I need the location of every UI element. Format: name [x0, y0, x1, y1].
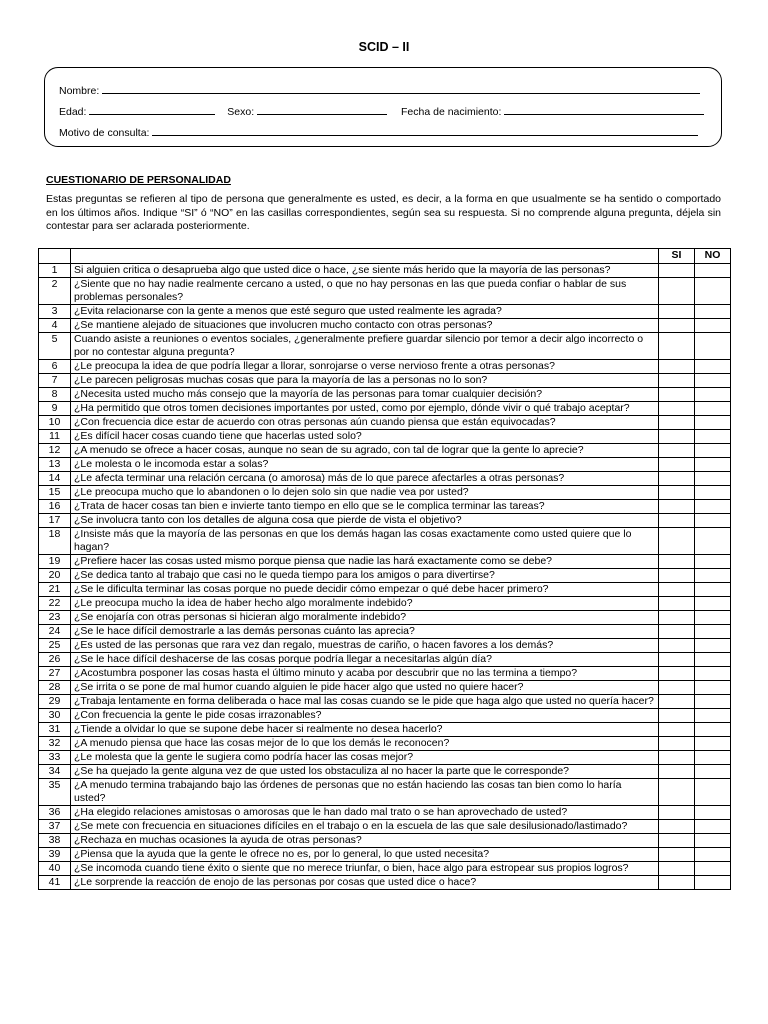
question-text: Cuando asiste a reuniones o eventos sociales, ¿generalmente prefiere guardar silencio por temor a decir algo incorrecto o por no contestar alguna pregunta? — [71, 333, 659, 360]
table-row — [39, 681, 731, 695]
answer-si-cell[interactable] — [659, 416, 695, 430]
answer-no-cell[interactable] — [695, 305, 731, 319]
answer-no-cell[interactable] — [695, 333, 731, 360]
question-number: 19 — [39, 555, 71, 569]
question-number: 6 — [39, 360, 71, 374]
table-row — [39, 834, 731, 848]
answer-si-cell[interactable] — [659, 806, 695, 820]
nombre-label: Nombre: — [59, 85, 100, 97]
answer-no-cell[interactable] — [695, 834, 731, 848]
question-text: ¿Siente que no hay nadie realmente cercano a usted, o que no hay personas en las que pueda confiar o hablar de sus problemas personales? — [71, 278, 659, 305]
table-row — [39, 264, 731, 278]
questions-table — [38, 248, 731, 890]
answer-no-cell[interactable] — [695, 779, 731, 806]
question-text: ¿Piensa que la ayuda que la gente le ofrece no es, por lo general, lo que usted necesita? — [71, 848, 659, 862]
table-row — [39, 876, 731, 890]
question-number: 41 — [39, 876, 71, 890]
answer-si-cell[interactable] — [659, 667, 695, 681]
table-header-row — [39, 249, 731, 264]
answer-no-cell[interactable] — [695, 723, 731, 737]
question-number: 9 — [39, 402, 71, 416]
answer-si-cell[interactable] — [659, 876, 695, 890]
question-number: 26 — [39, 653, 71, 667]
question-text: ¿Trata de hacer cosas tan bien e invierte tanto tiempo en ello que se le complica terminar las tareas? — [71, 500, 659, 514]
question-number: 37 — [39, 820, 71, 834]
table-row — [39, 848, 731, 862]
table-row — [39, 667, 731, 681]
question-number: 17 — [39, 514, 71, 528]
question-text: ¿Se le hace difícil deshacerse de las cosas porque podría llegar a necesitarlas algún día? — [71, 653, 659, 667]
question-number: 11 — [39, 430, 71, 444]
answer-si-cell[interactable] — [659, 472, 695, 486]
answer-no-cell[interactable] — [695, 458, 731, 472]
answer-no-cell[interactable] — [695, 514, 731, 528]
answer-no-cell[interactable] — [695, 611, 731, 625]
answer-no-cell[interactable] — [695, 765, 731, 779]
answer-no-cell[interactable] — [695, 264, 731, 278]
question-text: ¿Le preocupa mucho la idea de haber hecho algo moralmente indebido? — [71, 597, 659, 611]
table-row — [39, 779, 731, 806]
question-number: 29 — [39, 695, 71, 709]
edad-field[interactable] — [89, 105, 215, 115]
question-number: 36 — [39, 806, 71, 820]
answer-no-cell[interactable] — [695, 709, 731, 723]
question-text: ¿Insiste más que la mayoría de las personas en que los demás hagan las cosas exactamente como usted quiere que lo hagan? — [71, 528, 659, 555]
question-number: 22 — [39, 597, 71, 611]
answer-no-cell[interactable] — [695, 583, 731, 597]
question-text: ¿Prefiere hacer las cosas usted mismo porque piensa que nadie las hará exactamente como se debe? — [71, 555, 659, 569]
header-number — [39, 249, 71, 264]
table-row — [39, 751, 731, 765]
question-number: 20 — [39, 569, 71, 583]
answer-no-cell[interactable] — [695, 278, 731, 305]
answer-no-cell[interactable] — [695, 625, 731, 639]
table-row — [39, 820, 731, 834]
question-number: 2 — [39, 278, 71, 305]
header-si: SI — [659, 249, 695, 264]
motivo-row — [59, 126, 698, 139]
section-title: CUESTIONARIO DE PERSONALIDAD — [46, 174, 231, 186]
answer-si-cell[interactable] — [659, 374, 695, 388]
table-row — [39, 278, 731, 305]
answer-no-cell[interactable] — [695, 862, 731, 876]
answer-si-cell[interactable] — [659, 500, 695, 514]
table-row — [39, 416, 731, 430]
question-text: ¿Ha permitido que otros tomen decisiones importantes por usted, como por ejemplo, dónde vivir o qué trabajo aceptar? — [71, 402, 659, 416]
answer-si-cell[interactable] — [659, 278, 695, 305]
table-row — [39, 402, 731, 416]
question-number: 4 — [39, 319, 71, 333]
table-row — [39, 597, 731, 611]
question-number: 24 — [39, 625, 71, 639]
answer-si-cell[interactable] — [659, 555, 695, 569]
answer-si-cell[interactable] — [659, 848, 695, 862]
question-number: 18 — [39, 528, 71, 555]
fecha-label: Fecha de nacimiento: — [401, 106, 502, 118]
answer-no-cell[interactable] — [695, 751, 731, 765]
answer-no-cell[interactable] — [695, 374, 731, 388]
question-text: ¿Acostumbra posponer las cosas hasta el último minuto y acaba por descubrir que no las termina a tiempo? — [71, 667, 659, 681]
answer-si-cell[interactable] — [659, 444, 695, 458]
answer-si-cell[interactable] — [659, 639, 695, 653]
answer-si-cell[interactable] — [659, 723, 695, 737]
table-row — [39, 500, 731, 514]
question-text: ¿Le preocupa la idea de que podría llegar a llorar, sonrojarse o verse nervioso frente a otras personas? — [71, 360, 659, 374]
document-title: SCID – II — [358, 40, 410, 54]
answer-si-cell[interactable] — [659, 751, 695, 765]
answer-no-cell[interactable] — [695, 737, 731, 751]
answer-no-cell[interactable] — [695, 472, 731, 486]
answer-si-cell[interactable] — [659, 834, 695, 848]
motivo-field[interactable] — [152, 126, 698, 136]
edad-sexo-fecha-row — [59, 105, 704, 118]
answer-si-cell[interactable] — [659, 820, 695, 834]
answer-si-cell[interactable] — [659, 737, 695, 751]
question-text: ¿Con frecuencia dice estar de acuerdo con otras personas aún cuando piensa que están equivocadas? — [71, 416, 659, 430]
question-number: 10 — [39, 416, 71, 430]
question-number: 33 — [39, 751, 71, 765]
question-text: ¿Se mantiene alejado de situaciones que involucren mucho contacto con otras personas? — [71, 319, 659, 333]
question-text: ¿Le parecen peligrosas muchas cosas que para la mayoría de las a personas no lo son? — [71, 374, 659, 388]
table-row — [39, 333, 731, 360]
question-text: ¿A menudo termina trabajando bajo las órdenes de personas que no están haciendo las cosas tan bien como lo haría usted? — [71, 779, 659, 806]
question-number: 34 — [39, 765, 71, 779]
answer-si-cell[interactable] — [659, 765, 695, 779]
question-text: ¿Le afecta terminar una relación cercana (o amorosa) más de lo que parece afectarles a otras personas? — [71, 472, 659, 486]
answer-no-cell[interactable] — [695, 500, 731, 514]
table-row — [39, 611, 731, 625]
answer-si-cell[interactable] — [659, 486, 695, 500]
table-row — [39, 514, 731, 528]
question-number: 25 — [39, 639, 71, 653]
question-number: 21 — [39, 583, 71, 597]
answer-no-cell[interactable] — [695, 388, 731, 402]
table-row — [39, 806, 731, 820]
answer-si-cell[interactable] — [659, 583, 695, 597]
answer-si-cell[interactable] — [659, 625, 695, 639]
question-number: 30 — [39, 709, 71, 723]
table-row — [39, 444, 731, 458]
question-number: 32 — [39, 737, 71, 751]
question-text: ¿Le sorprende la reacción de enojo de las personas por cosas que usted dice o hace? — [71, 876, 659, 890]
header-no: NO — [695, 249, 731, 264]
table-row — [39, 625, 731, 639]
question-number: 23 — [39, 611, 71, 625]
question-number: 38 — [39, 834, 71, 848]
question-number: 7 — [39, 374, 71, 388]
answer-no-cell[interactable] — [695, 820, 731, 834]
question-text: ¿A menudo piensa que hace las cosas mejor de lo que los demás le reconocen? — [71, 737, 659, 751]
table-row — [39, 528, 731, 555]
nombre-row — [59, 84, 700, 97]
question-text: ¿Se mete con frecuencia en situaciones difíciles en el trabajo o en la escuela de las que sale desilusionado/lastimado? — [71, 820, 659, 834]
question-text: ¿Necesita usted mucho más consejo que la mayoría de las personas para tomar cualquier decisión? — [71, 388, 659, 402]
answer-si-cell[interactable] — [659, 402, 695, 416]
answer-no-cell[interactable] — [695, 695, 731, 709]
table-row — [39, 639, 731, 653]
answer-si-cell[interactable] — [659, 264, 695, 278]
answer-no-cell[interactable] — [695, 639, 731, 653]
table-row — [39, 360, 731, 374]
question-number: 31 — [39, 723, 71, 737]
table-row — [39, 709, 731, 723]
question-text: Si alguien critica o desaprueba algo que usted dice o hace, ¿se siente más herido que la mayoría de las personas? — [71, 264, 659, 278]
question-text: ¿Le preocupa mucho que lo abandonen o lo dejen solo sin que nadie vea por usted? — [71, 486, 659, 500]
answer-si-cell[interactable] — [659, 388, 695, 402]
question-text: ¿Rechaza en muchas ocasiones la ayuda de otras personas? — [71, 834, 659, 848]
answer-no-cell[interactable] — [695, 569, 731, 583]
table-row — [39, 723, 731, 737]
instructions-text: Estas preguntas se refieren al tipo de persona que generalmente es usted, es decir, a la forma en que usualmente se ha sentido o comportado en los últimos años. Indique “SI” ó “NO” en las casillas correspondientes, según sea su respuesta. Si no comprende alguna pregunta, déjela sin contestar para ser aclarada posteriormente. — [46, 193, 721, 232]
answer-no-cell[interactable] — [695, 528, 731, 555]
question-text: ¿Tiende a olvidar lo que se supone debe hacer si realmente no desea hacerlo? — [71, 723, 659, 737]
answer-no-cell[interactable] — [695, 667, 731, 681]
answer-si-cell[interactable] — [659, 681, 695, 695]
answer-no-cell[interactable] — [695, 416, 731, 430]
table-row — [39, 319, 731, 333]
answer-si-cell[interactable] — [659, 333, 695, 360]
question-number: 16 — [39, 500, 71, 514]
table-row — [39, 458, 731, 472]
question-number: 1 — [39, 264, 71, 278]
answer-si-cell[interactable] — [659, 862, 695, 876]
answer-si-cell[interactable] — [659, 709, 695, 723]
table-row — [39, 472, 731, 486]
question-number: 15 — [39, 486, 71, 500]
answer-si-cell[interactable] — [659, 305, 695, 319]
answer-no-cell[interactable] — [695, 360, 731, 374]
question-text: ¿Se enojaría con otras personas si hicieran algo moralmente indebido? — [71, 611, 659, 625]
answer-no-cell[interactable] — [695, 653, 731, 667]
answer-no-cell[interactable] — [695, 319, 731, 333]
table-row — [39, 305, 731, 319]
table-row — [39, 555, 731, 569]
question-text: ¿A menudo se ofrece a hacer cosas, aunque no sean de su agrado, con tal de lograr que la gente lo aprecie? — [71, 444, 659, 458]
question-text: ¿Es usted de las personas que rara vez dan regalo, muestras de cariño, o hacen favores a los demás? — [71, 639, 659, 653]
sexo-field[interactable] — [257, 105, 387, 115]
header-question — [71, 249, 659, 264]
question-text: ¿Se incomoda cuando tiene éxito o siente que no merece triunfar, o bien, hace algo para estropear sus propios logros? — [71, 862, 659, 876]
table-row — [39, 374, 731, 388]
question-number: 8 — [39, 388, 71, 402]
answer-si-cell[interactable] — [659, 458, 695, 472]
question-text: ¿Se le hace difícil demostrarle a las demás personas cuánto las aprecia? — [71, 625, 659, 639]
question-number: 13 — [39, 458, 71, 472]
answer-no-cell[interactable] — [695, 430, 731, 444]
question-text: ¿Le molesta que la gente le sugiera como podría hacer las cosas mejor? — [71, 751, 659, 765]
sexo-label: Sexo: — [227, 106, 255, 118]
question-text: ¿Le molesta o le incomoda estar a solas? — [71, 458, 659, 472]
table-row — [39, 569, 731, 583]
answer-no-cell[interactable] — [695, 876, 731, 890]
answer-no-cell[interactable] — [695, 555, 731, 569]
answer-si-cell[interactable] — [659, 653, 695, 667]
question-text: ¿Evita relacionarse con la gente a menos que esté seguro que usted realmente les agrada? — [71, 305, 659, 319]
answer-no-cell[interactable] — [695, 597, 731, 611]
table-row — [39, 737, 731, 751]
answer-si-cell[interactable] — [659, 695, 695, 709]
question-text: ¿Se le dificulta terminar las cosas porque no puede decidir cómo empezar o qué debe hacer primero? — [71, 583, 659, 597]
answer-no-cell[interactable] — [695, 848, 731, 862]
question-text: ¿Se dedica tanto al trabajo que casi no le queda tiempo para los amigos o para divertirse? — [71, 569, 659, 583]
table-row — [39, 388, 731, 402]
answer-no-cell[interactable] — [695, 402, 731, 416]
table-row — [39, 583, 731, 597]
table-row — [39, 653, 731, 667]
table-row — [39, 430, 731, 444]
question-number: 3 — [39, 305, 71, 319]
table-row — [39, 695, 731, 709]
table-row — [39, 486, 731, 500]
question-number: 5 — [39, 333, 71, 360]
question-number: 35 — [39, 779, 71, 806]
answer-si-cell[interactable] — [659, 360, 695, 374]
nombre-field[interactable] — [102, 84, 700, 94]
question-text: ¿Se ha quejado la gente alguna vez de que usted los obstaculiza al no hacer la parte que le corresponde? — [71, 765, 659, 779]
answer-no-cell[interactable] — [695, 486, 731, 500]
answer-si-cell[interactable] — [659, 597, 695, 611]
question-text: ¿Ha elegido relaciones amistosas o amorosas que le han dado mal trato o se han aprovechado de usted? — [71, 806, 659, 820]
question-text: ¿Con frecuencia la gente le pide cosas irrazonables? — [71, 709, 659, 723]
answer-no-cell[interactable] — [695, 444, 731, 458]
fecha-nacimiento-field[interactable] — [504, 105, 704, 115]
table-row — [39, 862, 731, 876]
answer-si-cell[interactable] — [659, 430, 695, 444]
edad-label: Edad: — [59, 106, 87, 118]
answer-no-cell[interactable] — [695, 681, 731, 695]
answer-si-cell[interactable] — [659, 779, 695, 806]
answer-si-cell[interactable] — [659, 319, 695, 333]
answer-si-cell[interactable] — [659, 528, 695, 555]
question-text: ¿Se involucra tanto con los detalles de alguna cosa que pierde de vista el objetivo? — [71, 514, 659, 528]
motivo-label: Motivo de consulta: — [59, 127, 150, 139]
question-number: 40 — [39, 862, 71, 876]
answer-no-cell[interactable] — [695, 806, 731, 820]
patient-info-box — [44, 67, 722, 147]
answer-si-cell[interactable] — [659, 514, 695, 528]
question-number: 27 — [39, 667, 71, 681]
question-text: ¿Se irrita o se pone de mal humor cuando alguien le pide hacer algo que usted no quiere hacer? — [71, 681, 659, 695]
question-number: 28 — [39, 681, 71, 695]
question-text: ¿Es difícil hacer cosas cuando tiene que hacerlas usted solo? — [71, 430, 659, 444]
question-number: 14 — [39, 472, 71, 486]
table-row — [39, 765, 731, 779]
question-text: ¿Trabaja lentamente en forma deliberada o hace mal las cosas cuando se le pide que haga algo que usted no quería hacer? — [71, 695, 659, 709]
answer-si-cell[interactable] — [659, 611, 695, 625]
answer-si-cell[interactable] — [659, 569, 695, 583]
question-number: 12 — [39, 444, 71, 458]
question-number: 39 — [39, 848, 71, 862]
